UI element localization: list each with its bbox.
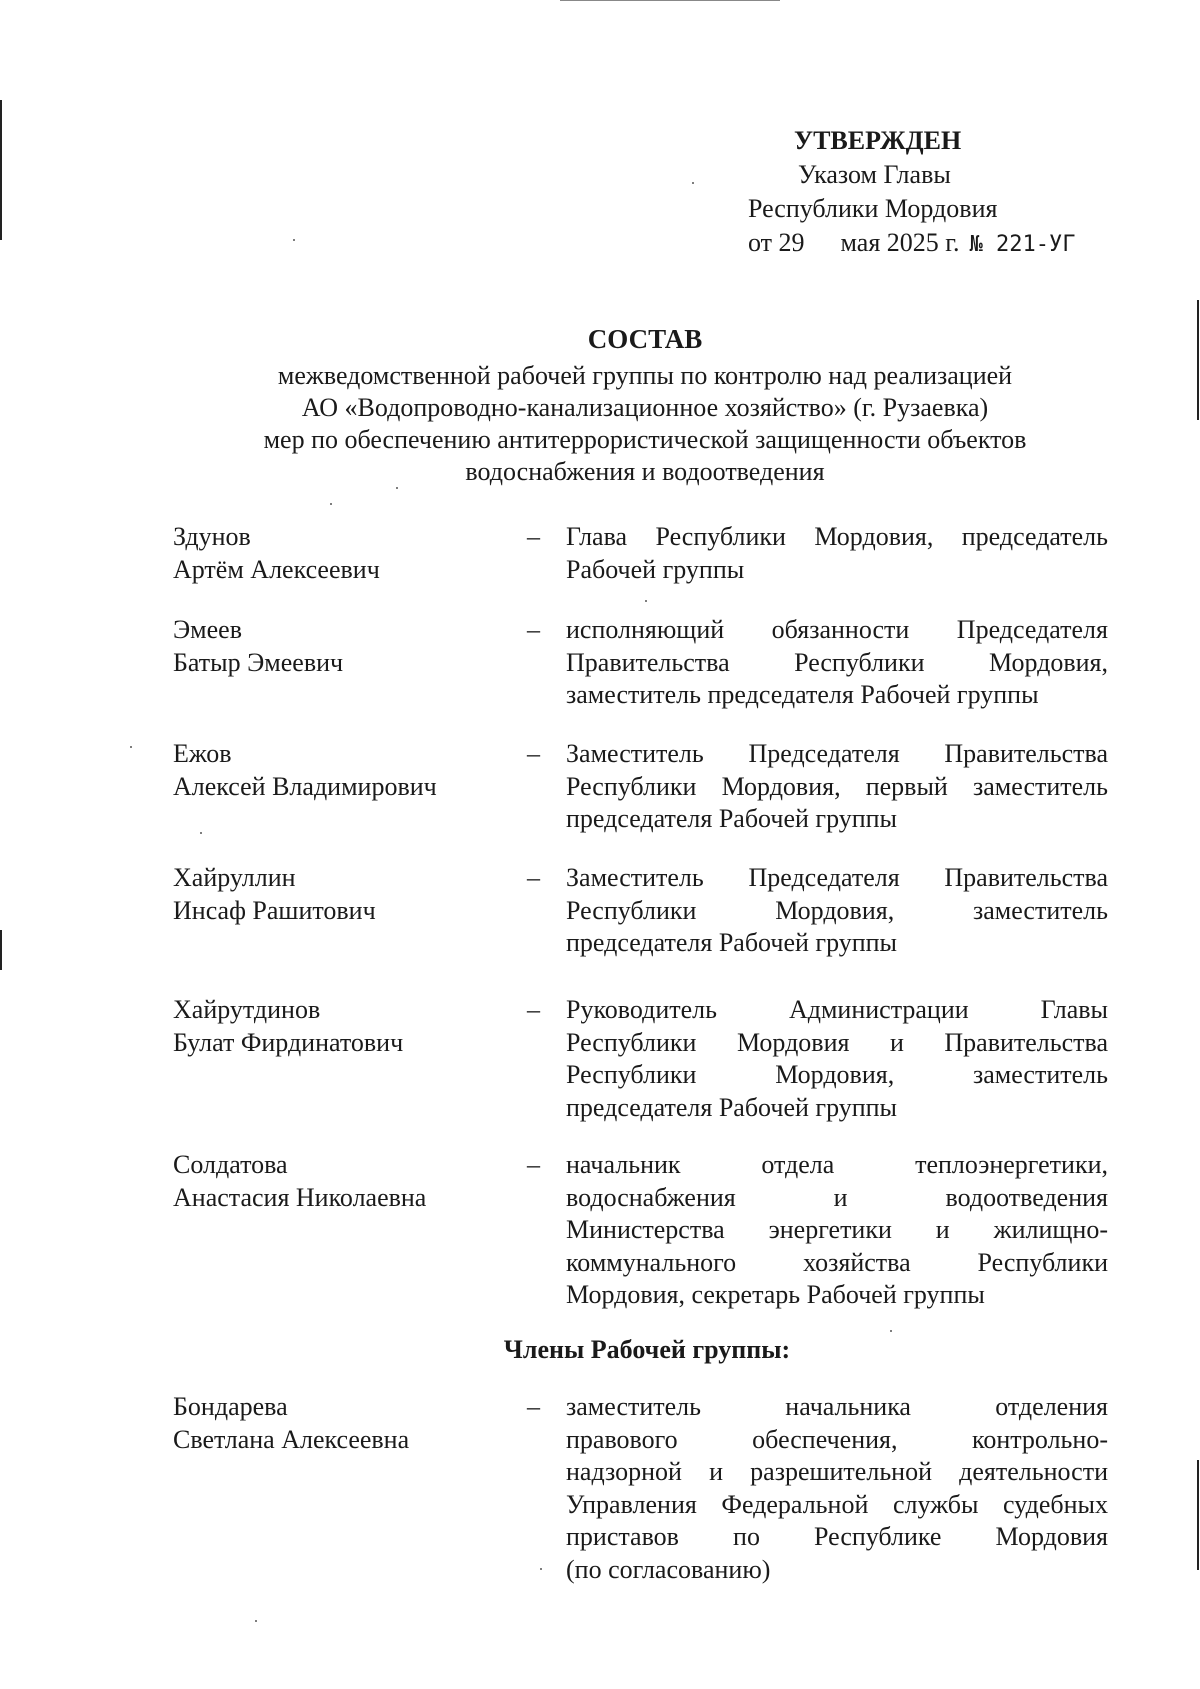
scan-edge-mark	[0, 100, 2, 240]
scan-speck	[130, 746, 132, 748]
approval-title: УТВЕРЖДЕН	[794, 126, 962, 155]
scan-speck	[540, 1568, 542, 1570]
role-line: Республики Мордовия, заместитель	[566, 1060, 1108, 1089]
members-heading: Члены Рабочей группы:	[503, 1335, 791, 1364]
member-surname: Бондарева	[173, 1392, 288, 1421]
member-role	[566, 521, 1108, 586]
role-line: Республики Мордовия и Правительства	[566, 1027, 1108, 1057]
member-surname: Ежов	[173, 739, 232, 768]
role-line: Республики Мордовия, заместитель	[566, 895, 1108, 925]
member-role	[566, 1149, 1108, 1312]
entry-dash: –	[527, 1392, 540, 1421]
entry-dash: –	[527, 522, 540, 551]
member-role	[566, 614, 1108, 712]
role-line: председателя Рабочей группы	[566, 928, 898, 957]
role-line: заместитель начальника отделения	[566, 1392, 1108, 1421]
member-given-name: Булат Фирдинатович	[173, 1027, 404, 1057]
role-line: Мордовия, секретарь Рабочей группы	[566, 1280, 985, 1309]
scan-speck	[645, 600, 647, 602]
scan-edge-mark	[560, 0, 780, 1]
role-line: Руководитель Администрации Главы	[566, 995, 1108, 1024]
entry-dash: –	[527, 995, 540, 1024]
role-line: Заместитель Председателя Правительства	[566, 863, 1108, 892]
member-role	[566, 738, 1108, 836]
scan-edge-mark	[0, 930, 2, 970]
member-surname: Здунов	[173, 522, 251, 551]
scan-edge-mark	[1197, 300, 1199, 420]
approval-date-month-year: мая 2025 г.	[840, 228, 960, 257]
role-line: приставов по Республике Мордовия	[566, 1522, 1108, 1551]
entry-dash: –	[527, 863, 540, 892]
member-surname: Эмеев	[173, 615, 242, 644]
approval-republic-line: Республики Мордовия	[748, 194, 998, 223]
role-line: начальник отдела теплоэнергетики,	[566, 1150, 1108, 1179]
role-line: Министерства энергетики и жилищно-	[566, 1215, 1108, 1244]
role-line: надзорной и разрешительной деятельности	[566, 1457, 1108, 1486]
role-line: председателя Рабочей группы	[566, 1092, 898, 1122]
role-line: Рабочей группы	[566, 554, 745, 584]
scan-speck	[293, 239, 295, 241]
member-given-name: Анастасия Николаевна	[173, 1182, 427, 1212]
member-role	[566, 862, 1108, 960]
member-surname: Хайрутдинов	[173, 995, 321, 1024]
subtitle-line: водоснабжения и водоотведения	[465, 457, 825, 486]
member-role	[566, 994, 1108, 1124]
subtitle-line: межведомственной рабочей группы по контролю над реализацией	[277, 361, 1013, 390]
member-given-name: Батыр Эмеевич	[173, 647, 344, 677]
document-subtitle	[200, 360, 1090, 488]
entry-dash: –	[527, 739, 540, 768]
entry-dash: –	[527, 1150, 540, 1179]
role-line: Правительства Республики Мордовия,	[566, 647, 1108, 677]
scan-speck	[200, 832, 202, 834]
scan-speck	[692, 182, 694, 184]
approval-date-line	[748, 226, 1076, 261]
entry-dash: –	[527, 615, 540, 644]
role-line: Глава Республики Мордовия, председатель	[566, 522, 1108, 551]
role-line: коммунального хозяйства Республики	[566, 1247, 1108, 1277]
scan-speck	[330, 503, 332, 505]
role-line: заместитель председателя Рабочей группы	[566, 680, 1039, 709]
member-given-name: Артём Алексеевич	[173, 554, 380, 584]
role-line: (по согласованию)	[566, 1554, 771, 1584]
member-role	[566, 1391, 1108, 1586]
role-line: водоснабжения и водоотведения	[566, 1182, 1108, 1212]
role-line: Управления Федеральной службы судебных	[566, 1489, 1108, 1519]
approval-decree-line: Указом Главы	[798, 160, 951, 189]
scan-speck	[255, 1620, 257, 1622]
scan-speck	[890, 1330, 892, 1332]
role-line: Заместитель Председателя Правительства	[566, 739, 1108, 768]
role-line: правового обеспечения, контрольно-	[566, 1424, 1108, 1454]
subtitle-line: мер по обеспечению антитеррористической защищенности объектов	[263, 425, 1027, 454]
approval-date-day: от 29	[748, 228, 805, 257]
document-title: СОСТАВ	[587, 324, 703, 354]
approval-decree-number: № 221-УГ	[969, 232, 1076, 257]
member-given-name: Алексей Владимирович	[173, 771, 437, 801]
role-line: Республики Мордовия, первый заместитель	[566, 771, 1108, 801]
role-line: исполняющий обязанности Председателя	[566, 615, 1108, 644]
member-surname: Хайруллин	[173, 863, 296, 892]
scan-speck	[396, 487, 398, 489]
member-given-name: Светлана Алексеевна	[173, 1424, 410, 1454]
subtitle-line: АО «Водопроводно-канализационное хозяйство» (г. Рузаевка)	[301, 393, 989, 422]
scan-edge-mark	[1197, 1460, 1199, 1570]
member-surname: Солдатова	[173, 1150, 288, 1179]
role-line: председателя Рабочей группы	[566, 804, 898, 833]
member-given-name: Инсаф Рашитович	[173, 895, 376, 925]
